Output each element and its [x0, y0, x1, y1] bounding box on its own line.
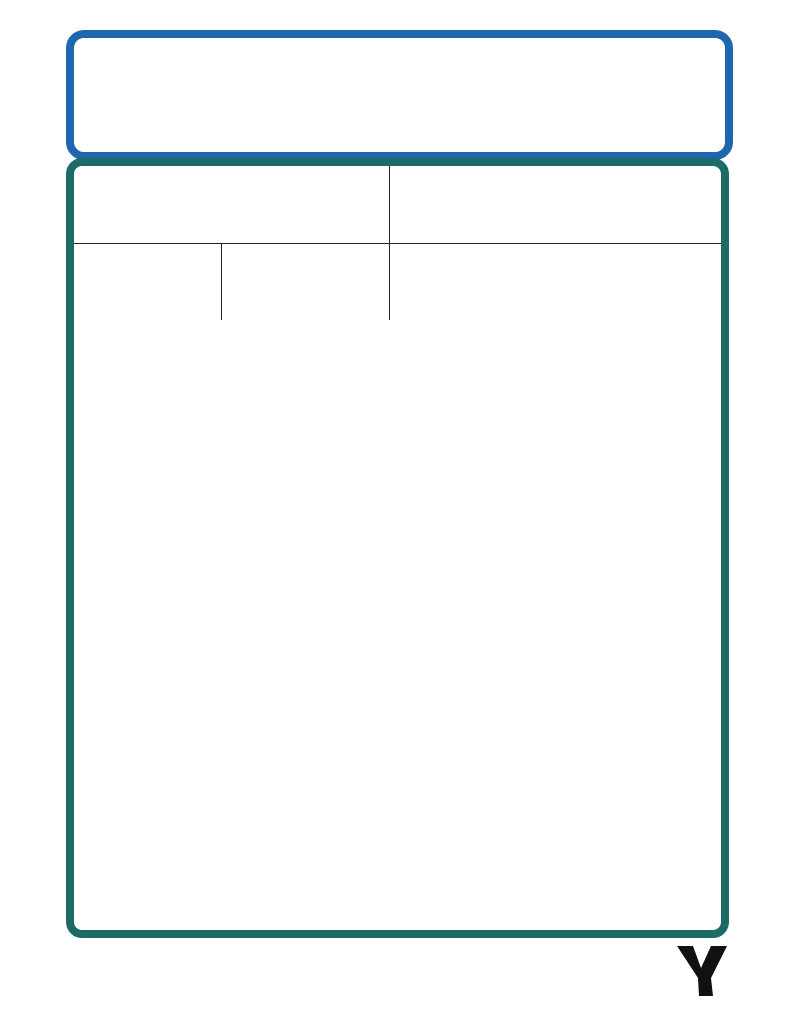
column-header-row	[74, 243, 721, 320]
room-header-row	[74, 166, 721, 243]
room3-time-column-header	[222, 244, 390, 320]
title-banner	[66, 30, 733, 160]
room3-header	[74, 166, 390, 243]
schedule-grid	[74, 166, 721, 930]
ymca-logo	[655, 938, 733, 1000]
day-column-header	[74, 244, 222, 320]
room4-time-column-header	[390, 244, 721, 320]
schedule-table	[66, 158, 729, 938]
ymca-y-logo-icon	[655, 938, 733, 1000]
room4-header	[390, 166, 721, 243]
